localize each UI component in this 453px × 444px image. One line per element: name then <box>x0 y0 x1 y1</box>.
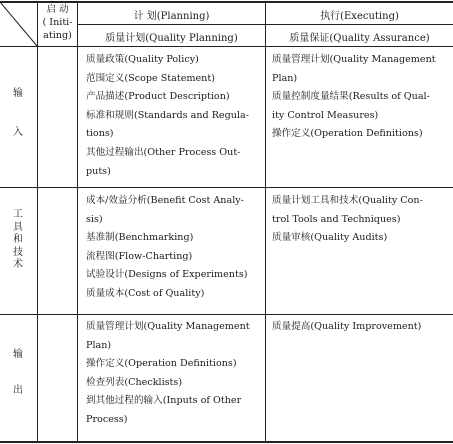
header-initiating-line-1: 启 动 <box>46 4 69 15</box>
col-divider-label <box>37 1 38 442</box>
list-item: 范围定义(Scope Statement) <box>86 72 215 84</box>
list-item: 质量政策(Quality Policy) <box>86 54 199 65</box>
header-executing: 执行(Executing) <box>320 11 399 22</box>
list-item: 流程图(Flow-Charting) <box>86 250 193 262</box>
tools-row-bottom-border <box>0 314 453 315</box>
table-bottom-border <box>0 441 453 443</box>
row-label-input-1: 输 <box>13 88 23 99</box>
row-label-tools-char-2: 具 <box>13 221 23 233</box>
list-item: sis) <box>86 213 103 225</box>
list-item: Plan) <box>86 339 112 351</box>
list-item: 标准和规则(Standards and Regula- <box>86 109 249 121</box>
list-item: 操作定义(Operation Definitions) <box>272 128 423 140</box>
list-item: 质量提高(Quality Improvement) <box>272 321 422 332</box>
row-label-tools-char-1: 工 <box>13 209 23 220</box>
list-item: 质量管理计划(Quality Management <box>272 54 436 65</box>
list-item: 质量成本(Cost of Quality) <box>86 287 205 299</box>
col-divider-initiating <box>77 1 78 442</box>
row-label-tools-char-5: 术 <box>13 259 23 270</box>
row-label-output-1: 输 <box>13 349 23 360</box>
input-executing-cell <box>272 51 436 144</box>
row-label-output-2: 出 <box>13 385 23 396</box>
output-planning-cell <box>86 318 250 430</box>
list-item: 试验设计(Designs of Experiments) <box>86 269 248 281</box>
list-item: 基准制(Benchmarking) <box>86 232 194 244</box>
header-diagonal-line <box>0 0 40 48</box>
tools-planning-cell <box>86 192 248 304</box>
list-item: 质量管理计划(Quality Management <box>86 321 250 332</box>
row-label-tools-char-3: 和 <box>13 234 23 245</box>
list-item: 产品描述(Product Description) <box>86 91 230 103</box>
col-divider-planning <box>265 1 266 442</box>
header-quality-assurance: 质量保证(Quality Assurance) <box>289 33 430 44</box>
input-row-bottom-border <box>0 187 453 188</box>
list-item: Process) <box>86 413 128 425</box>
header-initiating-line-3: ating) <box>43 30 72 41</box>
list-item: ity Control Measures) <box>272 109 379 121</box>
list-item: 其他过程输出(Other Process Out- <box>86 146 241 158</box>
list-item: tions) <box>86 128 114 140</box>
input-planning-cell <box>86 51 249 181</box>
header-planning: 计 划(Planning) <box>133 11 210 22</box>
list-item: trol Tools and Techniques) <box>272 213 401 225</box>
row-label-tools-char-4: 技 <box>13 246 23 258</box>
row-label-input-2: 入 <box>13 127 23 138</box>
tools-executing-cell <box>272 192 423 248</box>
list-item: 到其他过程的输入(Inputs of Other <box>86 395 242 407</box>
list-item: puts) <box>86 165 111 177</box>
list-item: 检查列表(Checklists) <box>86 376 183 388</box>
list-item: 质量计划工具和技术(Quality Con- <box>272 195 423 206</box>
list-item: 质量控制度量结果(Results of Qual- <box>272 91 430 103</box>
output-executing-cell <box>272 318 421 337</box>
list-item: 操作定义(Operation Definitions) <box>86 358 237 370</box>
header-initiating <box>38 3 77 42</box>
list-item: 质量审核(Quality Audits) <box>272 232 388 244</box>
header-bottom-border <box>0 46 453 47</box>
list-item: 成本/效益分析(Benefit Cost Analy- <box>86 195 244 206</box>
header-quality-planning: 质量计划(Quality Planning) <box>105 33 238 44</box>
list-item: Plan) <box>272 72 298 84</box>
header-initiating-line-2: ( Initi- <box>42 17 73 28</box>
row-label-tools <box>0 209 36 272</box>
